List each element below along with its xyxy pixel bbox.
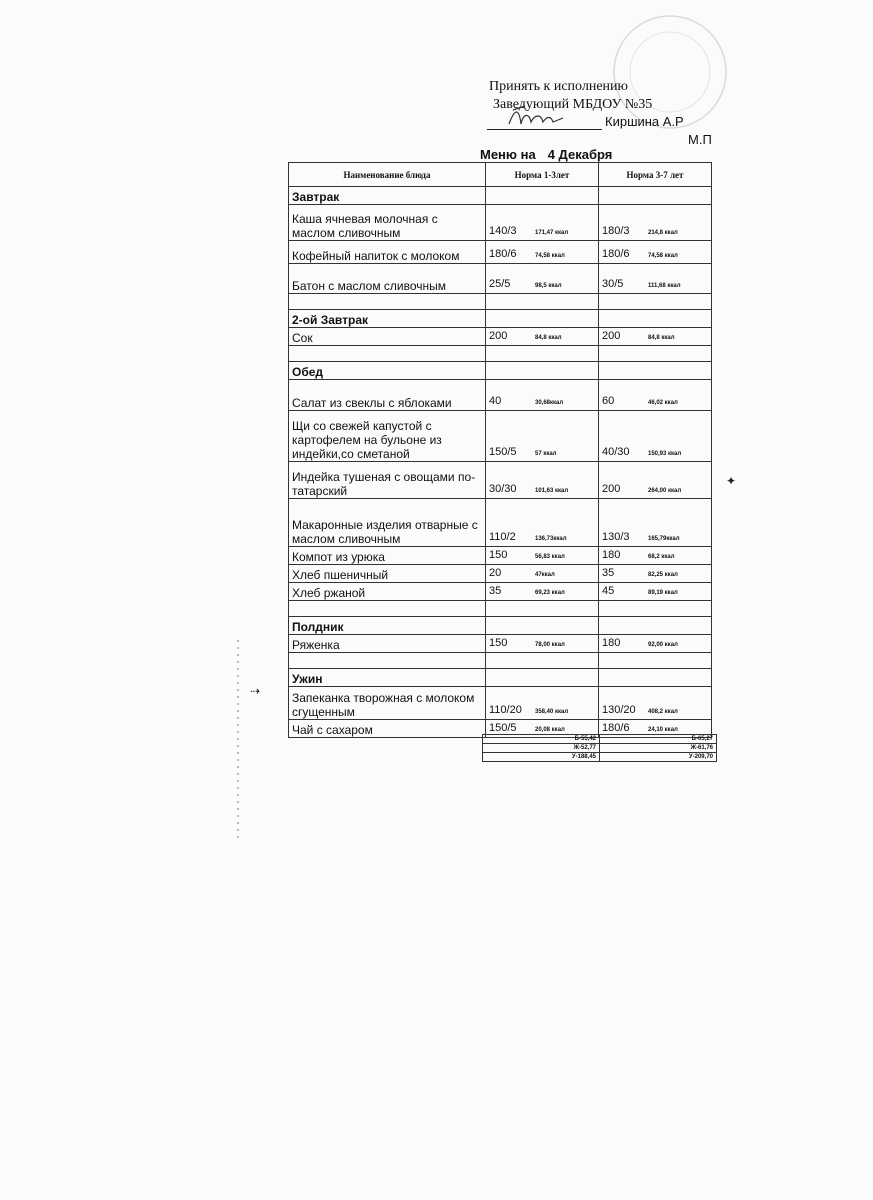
dish-row	[289, 264, 712, 294]
dish-row	[289, 499, 712, 547]
norm-1-3-cell	[486, 462, 599, 499]
norm-1-3-cell	[486, 583, 599, 601]
norm-1-3-cell	[486, 547, 599, 565]
section-title: Ужин	[289, 669, 486, 687]
spacer-row	[289, 294, 712, 310]
totals-row	[483, 744, 717, 753]
empty-cell	[599, 362, 712, 380]
norm-1-3-cell	[486, 499, 599, 547]
portion-3-7: 30/5	[602, 278, 624, 290]
kcal-1-3: 74,58 ккал	[535, 253, 565, 259]
kcal-3-7: 264,00 ккал	[648, 488, 682, 494]
kcal-3-7: 46,02 ккал	[648, 400, 678, 406]
total-3-7: Ж-61,76	[600, 744, 717, 753]
norm-3-7-cell	[599, 264, 712, 294]
kcal-3-7: 214,8 ккал	[648, 230, 678, 236]
norm-3-7-cell	[599, 205, 712, 241]
dish-name: Кофейный напиток с молоком	[289, 241, 486, 264]
dish-name: Чай с сахаром	[289, 720, 486, 738]
portion-1-3: 30/30	[489, 483, 517, 495]
empty-cell	[486, 310, 599, 328]
dish-name: Хлеб пшеничный	[289, 565, 486, 583]
portion-1-3: 40	[489, 395, 502, 407]
empty-cell	[486, 669, 599, 687]
signer-name: Киршина А.Р	[605, 114, 684, 129]
portion-3-7: 180	[602, 637, 621, 649]
section-row	[289, 362, 712, 380]
section-row	[289, 669, 712, 687]
total-3-7: У-209,70	[600, 753, 717, 762]
table-header-row	[289, 163, 712, 187]
norm-1-3-cell	[486, 328, 599, 346]
dish-row	[289, 547, 712, 565]
norm-1-3-cell	[486, 380, 599, 411]
kcal-3-7: 111,68 ккал	[648, 283, 681, 289]
kcal-1-3: 98,5 ккал	[535, 283, 562, 289]
approval-line-accept: Принять к исполнению	[489, 79, 628, 94]
kcal-1-3: 78,00 ккал	[535, 642, 565, 648]
empty-cell	[599, 346, 712, 362]
empty-cell	[289, 601, 486, 617]
kcal-3-7: 408,2 ккал	[648, 709, 678, 715]
section-title: Завтрак	[289, 187, 486, 205]
portion-1-3: 25/5	[489, 278, 511, 290]
norm-3-7-cell	[599, 462, 712, 499]
empty-cell	[486, 346, 599, 362]
norm-3-7-cell	[599, 547, 712, 565]
dish-row	[289, 411, 712, 462]
handwritten-signature	[505, 104, 585, 135]
norm-3-7-cell	[599, 499, 712, 547]
kcal-3-7: 24,10 ккал	[648, 727, 678, 733]
norm-1-3-cell	[486, 635, 599, 653]
kcal-1-3: 171,47 ккал	[535, 230, 569, 236]
kcal-3-7: 89,19 ккал	[648, 590, 678, 596]
nutrition-totals	[482, 734, 717, 762]
kcal-3-7: 68,2 ккал	[648, 554, 675, 560]
portion-1-3: 110/20	[489, 704, 522, 716]
kcal-3-7: 150,93 ккал	[648, 451, 682, 457]
kcal-1-3: 56,83 ккал	[535, 554, 565, 560]
approval-line-head: Заведующий МБДОУ №35	[493, 97, 653, 112]
empty-cell	[486, 187, 599, 205]
header-dish: Наименование блюда	[289, 163, 486, 187]
norm-3-7-cell	[599, 328, 712, 346]
scan-mark: ✦	[726, 474, 737, 488]
empty-cell	[599, 653, 712, 669]
kcal-3-7: 74,58 ккал	[648, 253, 678, 259]
kcal-1-3: 20,08 ккал	[535, 727, 565, 733]
kcal-1-3: 30,68ккал	[535, 400, 564, 406]
portion-1-3: 200	[489, 330, 508, 342]
norm-3-7-cell	[599, 583, 712, 601]
header-norm-1-3: Норма 1-3лет	[486, 163, 599, 187]
norm-3-7-cell	[599, 635, 712, 653]
menu-title	[480, 147, 612, 162]
portion-1-3: 35	[489, 585, 502, 597]
empty-cell	[599, 294, 712, 310]
portion-3-7: 180	[602, 549, 621, 561]
norm-1-3-cell	[486, 264, 599, 294]
dish-name: Запеканка творожная с молоком сгущенным	[289, 687, 486, 720]
section-row	[289, 187, 712, 205]
portion-3-7: 130/3	[602, 531, 630, 543]
portion-3-7: 40/30	[602, 446, 630, 458]
dish-row	[289, 205, 712, 241]
dish-name: Салат из свеклы с яблоками	[289, 380, 486, 411]
norm-1-3-cell	[486, 241, 599, 264]
portion-3-7: 180/6	[602, 722, 630, 734]
total-1-3: У-188,45	[483, 753, 600, 762]
spacer-row	[289, 601, 712, 617]
dish-name: Батон с маслом сливочным	[289, 264, 486, 294]
portion-3-7: 130/20	[602, 704, 636, 716]
portion-1-3: 150/5	[489, 722, 517, 734]
dish-row	[289, 462, 712, 499]
norm-1-3-cell	[486, 565, 599, 583]
portion-3-7: 180/6	[602, 248, 630, 260]
kcal-1-3: 57 ккал	[535, 451, 557, 457]
menu-date: 4 Декабря	[547, 147, 613, 162]
dish-row	[289, 380, 712, 411]
kcal-1-3: 84,8 ккал	[535, 335, 562, 341]
dish-row	[289, 635, 712, 653]
norm-1-3-cell	[486, 411, 599, 462]
dish-row	[289, 328, 712, 346]
dish-row	[289, 241, 712, 264]
empty-cell	[486, 362, 599, 380]
kcal-3-7: 84,8 ккал	[648, 335, 675, 341]
dish-name: Макаронные изделия отварные с маслом сливочным	[289, 499, 486, 547]
dish-row	[289, 687, 712, 720]
portion-1-3: 180/6	[489, 248, 517, 260]
portion-3-7: 200	[602, 483, 621, 495]
dish-row	[289, 565, 712, 583]
kcal-1-3: 136,73ккал	[535, 536, 567, 542]
dish-name: Ряженка	[289, 635, 486, 653]
portion-1-3: 110/2	[489, 531, 516, 543]
portion-1-3: 140/3	[489, 225, 517, 237]
spacer-row	[289, 346, 712, 362]
total-1-3: Ж-52,77	[483, 744, 600, 753]
portion-1-3: 150/5	[489, 446, 517, 458]
empty-cell	[289, 294, 486, 310]
dish-name: Каша ячневая молочная с маслом сливочным	[289, 205, 486, 241]
section-row	[289, 617, 712, 635]
empty-cell	[486, 653, 599, 669]
dish-name: Компот из урюка	[289, 547, 486, 565]
empty-cell	[289, 653, 486, 669]
section-title: Обед	[289, 362, 486, 380]
portion-3-7: 45	[602, 585, 615, 597]
norm-1-3-cell	[486, 687, 599, 720]
portion-3-7: 60	[602, 395, 615, 407]
empty-cell	[599, 617, 712, 635]
section-title: Полдник	[289, 617, 486, 635]
norm-3-7-cell	[599, 687, 712, 720]
portion-1-3: 150	[489, 549, 508, 561]
menu-title-label: Меню на	[480, 147, 536, 162]
empty-cell	[289, 346, 486, 362]
section-title: 2-ой Завтрак	[289, 310, 486, 328]
header-norm-3-7: Норма 3-7 лет	[599, 163, 712, 187]
empty-cell	[486, 601, 599, 617]
portion-3-7: 180/3	[602, 225, 630, 237]
kcal-1-3: 47ккал	[535, 572, 555, 578]
kcal-3-7: 165,79ккал	[648, 536, 680, 542]
norm-3-7-cell	[599, 380, 712, 411]
seal-abbreviation: М.П	[688, 132, 712, 147]
kcal-1-3: 101,63 ккал	[535, 488, 569, 494]
empty-cell	[599, 187, 712, 205]
section-row	[289, 310, 712, 328]
norm-3-7-cell	[599, 565, 712, 583]
totals-row	[483, 753, 717, 762]
empty-cell	[599, 669, 712, 687]
empty-cell	[486, 617, 599, 635]
total-1-3: Б-55,42	[483, 735, 600, 744]
kcal-1-3: 358,40 ккал	[535, 709, 569, 715]
norm-3-7-cell	[599, 411, 712, 462]
empty-cell	[599, 310, 712, 328]
dish-name: Хлеб ржаной	[289, 583, 486, 601]
totals-row	[483, 735, 717, 744]
empty-cell	[486, 294, 599, 310]
dish-name: Сок	[289, 328, 486, 346]
norm-1-3-cell	[486, 205, 599, 241]
total-3-7: Б-65,27	[600, 735, 717, 744]
kcal-3-7: 82,25 ккал	[648, 572, 678, 578]
kcal-1-3: 69,23 ккал	[535, 590, 565, 596]
dish-name: Индейка тушеная с овощами по-татарский	[289, 462, 486, 499]
scan-mark: ⇢	[250, 684, 261, 698]
menu-table	[288, 162, 712, 738]
norm-3-7-cell	[599, 241, 712, 264]
scan-dots	[237, 640, 239, 840]
empty-cell	[599, 601, 712, 617]
portion-1-3: 150	[489, 637, 508, 649]
dish-row	[289, 583, 712, 601]
portion-1-3: 20	[489, 567, 502, 579]
spacer-row	[289, 653, 712, 669]
dish-name: Щи со свежей капустой с картофелем на бульоне из индейки,со сметаной	[289, 411, 486, 462]
kcal-3-7: 92,00 ккал	[648, 642, 678, 648]
portion-3-7: 35	[602, 567, 615, 579]
portion-3-7: 200	[602, 330, 621, 342]
